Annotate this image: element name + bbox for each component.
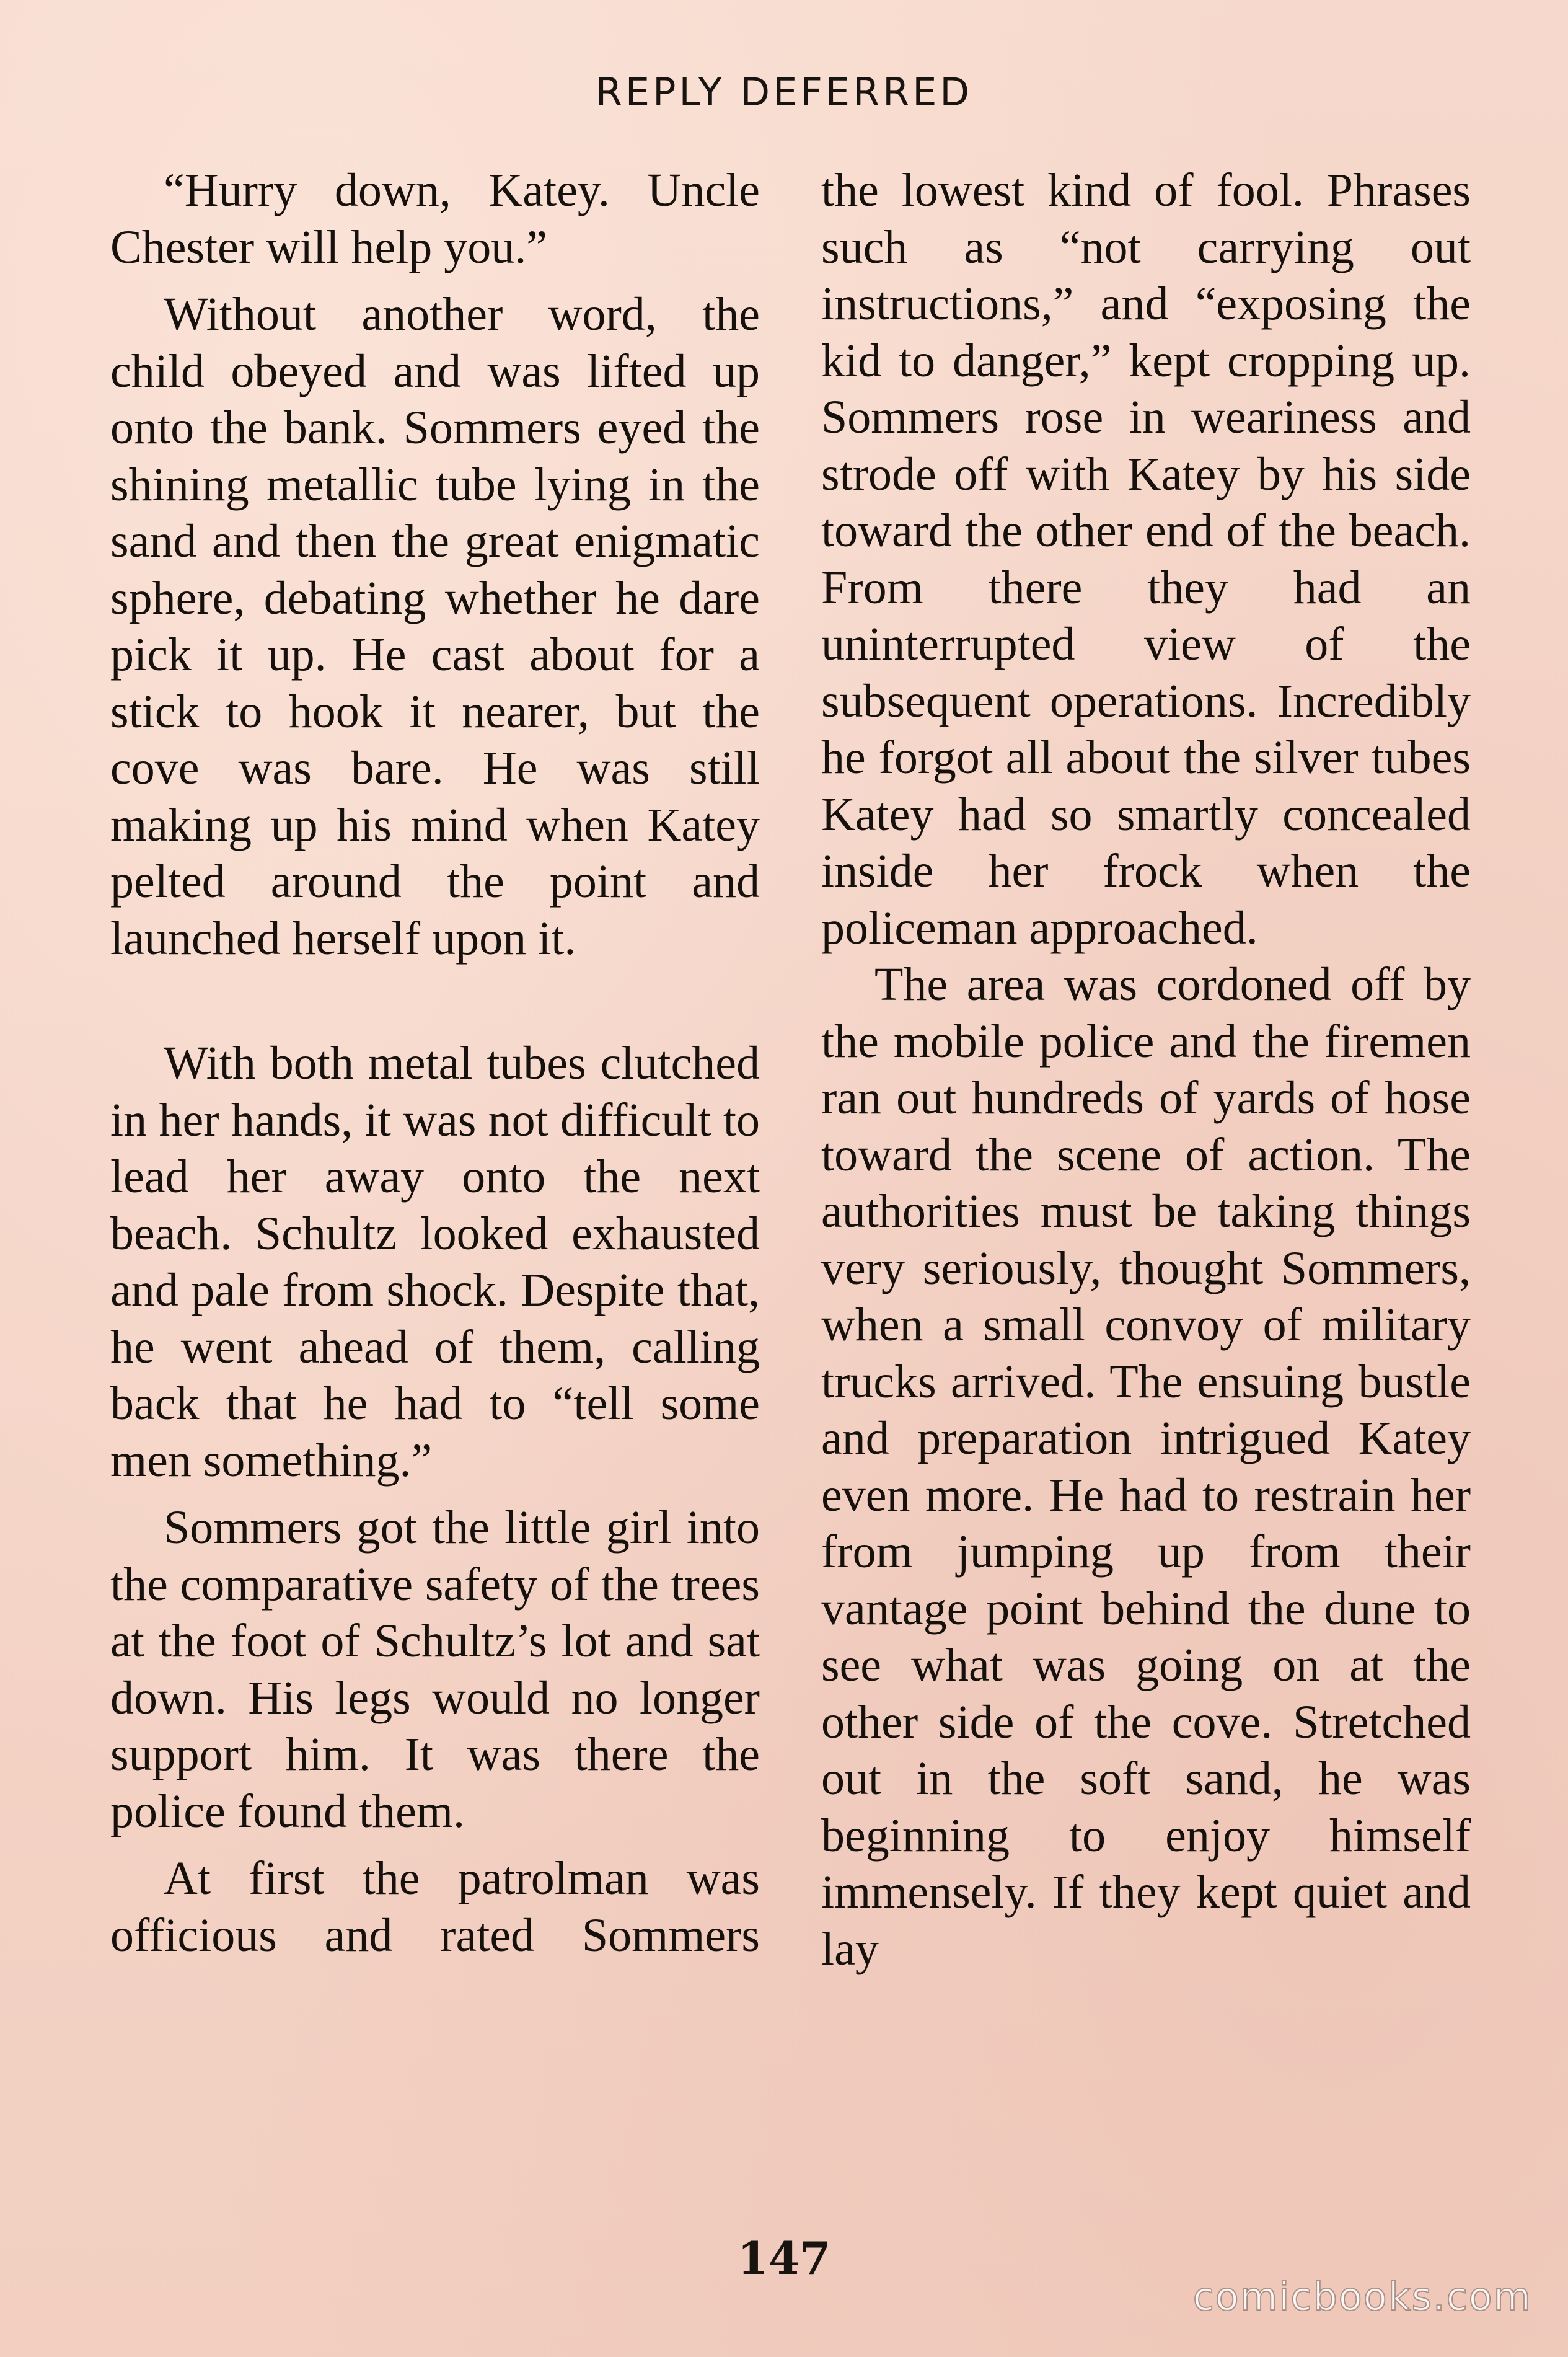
paragraph: the lowest kind of fool. Phrases such as “not carrying out instructions,” and “exposing the kid to danger,” kept cropping up. Sommers rose in weariness and strode off with Katey by his side toward the other end of the beach. From there they had an uninterrupted view of the subsequent operations. Incredibly he forgot all about the silver tubes Katey had so smartly concealed inside her frock when the policeman approached. — [821, 164, 1471, 954]
paragraph: At first the patrolman was officious and rated Sommers — [110, 1852, 760, 1961]
paragraph: Without another word, the child obeyed and was lifted up onto the bank. Sommers eyed the shining metallic tube lying in the sand and then the great enigmatic sphere, debating whether he dare pick it up. He cast about for a stick to hook it nearer, but the cove was bare. He was still making up his mind when Katey pelted around the point and launched herself upon it. — [110, 288, 760, 965]
paragraph: Sommers got the little girl into the comparative safety of the trees at the foot of Schultz’s lot and sat down. His legs would no longer support him. It was there the police found them. — [110, 1501, 760, 1837]
left-column — [110, 162, 760, 1964]
paragraph: The area was cordoned off by the mobile police and the firemen ran out hundreds of yards of hose toward the scene of action. The authorities must be taking things very seriously, thought Sommers, when a small convoy of military trucks arrived. The ensuing bustle and preparation intrigued Katey even more. He had to restrain her from jumping up from their vantage point behind the dune to see what was going on at the other side of the cove. Stretched out in the soft sand, he was beginning to enjoy himself immensely. If they kept quiet and lay — [821, 958, 1471, 1975]
paragraph: With both metal tubes clutched in her hands, it was not difficult to lead her away onto the next beach. Schultz looked exhausted and pale from shock. Despite that, he went ahead of them, calling back that he had to “tell some men something.” — [110, 1037, 760, 1487]
watermark: comicbooks.com — [1192, 2274, 1532, 2319]
right-column — [821, 162, 1471, 1978]
running-head: REPLY DEFERRED — [595, 69, 973, 115]
paragraph: “Hurry down, Katey. Uncle Chester will help you.” — [110, 164, 760, 273]
page-number: 147 — [737, 2232, 831, 2284]
